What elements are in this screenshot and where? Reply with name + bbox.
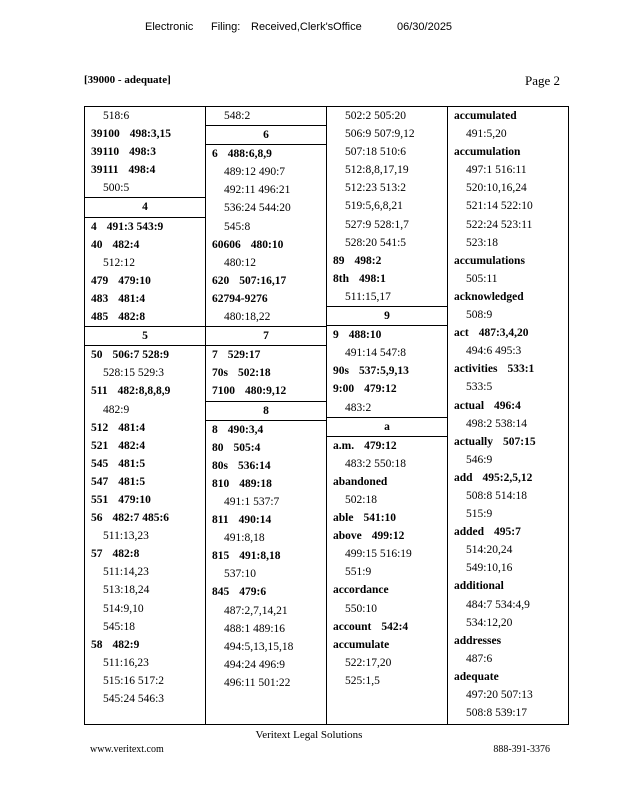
page-line-refs: 549:10,16 <box>466 562 513 575</box>
index-term: actually <box>454 435 493 448</box>
index-entry <box>206 364 326 382</box>
index-entry <box>85 455 205 473</box>
index-term: 80 <box>212 441 224 454</box>
index-term: 521 <box>91 439 109 452</box>
index-entry <box>206 382 326 400</box>
page-line-refs: 491:14 547:8 <box>345 347 407 360</box>
page-line-refs: 542:4 <box>381 620 409 633</box>
page-line-refs: 522:24 523:11 <box>466 218 533 231</box>
section-header: 8 <box>206 401 326 421</box>
index-term: addresses <box>454 634 502 647</box>
index-entry <box>85 419 205 437</box>
index-term: abandoned <box>333 475 388 488</box>
page-line-refs: 489:12 490:7 <box>224 166 286 179</box>
page-line-refs: 489:18 <box>239 477 272 490</box>
filing-stamp <box>0 21 618 37</box>
page-line-refs: 491:8,18 <box>224 532 265 545</box>
index-entry <box>448 288 568 306</box>
index-term: 4 <box>91 220 97 233</box>
page-line-refs: 550:10 <box>345 602 377 615</box>
page-line-refs: 494:24 496:9 <box>224 658 286 671</box>
page-line-refs: 534:12,20 <box>466 616 513 629</box>
index-entry <box>327 380 447 398</box>
page-line-refs: 507:15 <box>502 435 536 448</box>
index-term: actual <box>454 399 485 412</box>
index-term: accumulate <box>333 638 390 651</box>
index-entry <box>448 577 568 595</box>
page-line-refs: 491:1 537:7 <box>224 495 280 508</box>
page-line-refs: 499:15 516:19 <box>345 548 412 561</box>
page-line-refs: 480:9,12 <box>245 385 287 398</box>
page-line-refs: 525:1,5 <box>345 674 380 687</box>
index-term: 9:00 <box>333 383 355 396</box>
page-line-refs: 490:3,4 <box>227 423 264 436</box>
page-line-refs: 488:6,8,9 <box>227 148 272 161</box>
page-line-refs: 508:8 539:17 <box>466 707 528 720</box>
page-line-refs: 482:9 <box>103 403 130 416</box>
index-column <box>85 107 206 724</box>
index-entry <box>206 346 326 364</box>
index-entry <box>206 439 326 457</box>
index-entry <box>85 272 205 290</box>
page-line-refs: 497:20 507:13 <box>466 689 533 701</box>
footer-website: www.veritext.com <box>90 744 164 755</box>
index-entry <box>85 636 205 654</box>
index-term: 485 <box>91 311 109 324</box>
index-term: 90s <box>333 365 349 378</box>
footer-company: Veritext Legal Solutions <box>255 729 363 741</box>
section-header: 6 <box>206 125 326 145</box>
index-term: 811 <box>212 514 229 527</box>
page-line-refs: 546:9 <box>466 453 493 466</box>
page-line-refs: 483:2 550:18 <box>345 457 407 470</box>
page-line-refs: 506:7 528:9 <box>112 349 170 362</box>
page-line-refs: 494:6 495:3 <box>466 345 522 358</box>
page-line-refs: 482:7 485:6 <box>112 512 170 525</box>
index-entry <box>448 668 568 686</box>
page-line-refs: 527:9 528:1,7 <box>345 218 409 231</box>
index-entry <box>448 433 568 451</box>
index-term: added <box>454 526 485 539</box>
index-entry <box>327 509 447 527</box>
page-line-refs: 479:10 <box>118 274 151 287</box>
page-line-refs: 495:2,5,12 <box>482 471 533 484</box>
index-entry <box>206 583 326 601</box>
section-header: 9 <box>327 306 447 326</box>
page-number: Page 2 <box>524 73 560 88</box>
page-line-refs: 488:10 <box>348 329 382 342</box>
section-header: 5 <box>85 326 205 346</box>
page-line-refs: 481:5 <box>118 457 146 470</box>
page-line-refs: 502:2 505:20 <box>345 110 407 122</box>
page-line-refs: 515:9 <box>466 508 493 521</box>
index-entry <box>85 308 205 326</box>
page-line-refs: 481:4 <box>118 292 146 305</box>
page-line-refs: 520:10,16,24 <box>466 182 527 195</box>
index-term: 6 <box>212 148 218 161</box>
index-term: 58 <box>91 638 103 651</box>
index-entry <box>206 475 326 493</box>
index-term: 7100 <box>212 385 235 398</box>
index-term: accumulations <box>454 254 525 267</box>
index-term: 8 <box>212 423 218 436</box>
index-entry <box>448 360 568 378</box>
page-line-refs: 512:23 513:2 <box>345 182 407 195</box>
page-line-refs: 541:10 <box>363 512 397 525</box>
index-entry <box>327 252 447 270</box>
index-entry <box>206 272 326 290</box>
page-line-refs: 479:6 <box>239 586 267 599</box>
index-entry <box>85 491 205 509</box>
section-header: 4 <box>85 197 205 217</box>
index-entry <box>206 290 326 308</box>
index-column <box>206 107 327 724</box>
index-entry <box>85 509 205 527</box>
index-term: 39111 <box>91 164 119 177</box>
index-term: add <box>454 471 473 484</box>
filing-received: Received,Clerk'sOffice <box>251 21 362 33</box>
index-entry <box>448 632 568 650</box>
index-term: 483 <box>91 292 109 305</box>
index-term: 8th <box>333 272 349 285</box>
index-entry <box>85 290 205 308</box>
index-term: accumulation <box>454 146 521 159</box>
page-line-refs: 500:5 <box>103 182 130 195</box>
page-line-refs: 533:5 <box>466 381 493 394</box>
index-term: 551 <box>91 493 109 506</box>
page-line-refs: 480:12 <box>224 256 256 269</box>
filing-label: Electronic <box>145 21 194 33</box>
index-term: account <box>333 620 372 633</box>
index-entry <box>327 270 447 288</box>
index-entry <box>327 326 447 344</box>
index-term: accumulated <box>454 110 517 122</box>
page-line-refs: 505:11 <box>466 272 498 285</box>
index-term: 547 <box>91 475 109 488</box>
page-line-refs: 511:13,23 <box>103 530 149 543</box>
index-term: 62794-9276 <box>212 292 268 305</box>
page-line-refs: 498:2 <box>354 254 382 267</box>
page-line-refs: 499:12 <box>371 530 405 543</box>
page-line-refs: 536:24 544:20 <box>224 202 291 215</box>
page-line-refs: 498:2 538:14 <box>466 417 528 430</box>
page-line-refs: 480:10 <box>250 238 284 251</box>
page-line-refs: 508:9 <box>466 309 493 322</box>
index-entry <box>85 382 205 400</box>
index-entry <box>85 346 205 364</box>
index-entry <box>206 236 326 254</box>
index-term: 39110 <box>91 146 120 159</box>
page-line-refs: 536:14 <box>237 459 271 472</box>
index-entry <box>327 362 447 380</box>
index-entry <box>85 218 205 236</box>
page-line-refs: 528:15 529:3 <box>103 367 165 380</box>
index-entry <box>85 473 205 491</box>
page-line-refs: 506:9 507:9,12 <box>345 128 415 141</box>
index-entry <box>448 107 568 125</box>
index-term: 50 <box>91 349 103 362</box>
index-term: 815 <box>212 550 230 563</box>
index-term: 39100 <box>91 128 120 141</box>
page-line-refs: 545:18 <box>103 620 135 633</box>
page-line-refs: 496:4 <box>494 399 521 412</box>
index-entry <box>448 324 568 342</box>
index-entry <box>85 437 205 455</box>
index-entry <box>206 421 326 439</box>
page-line-refs: 491:3 543:9 <box>106 220 164 233</box>
index-column <box>327 107 448 724</box>
index-term: 70s <box>212 367 228 380</box>
section-header: a <box>327 417 447 437</box>
index-term: above <box>333 530 362 543</box>
page-line-refs: 522:17,20 <box>345 656 392 669</box>
page-line-refs: 492:11 496:21 <box>224 184 291 197</box>
page-line-refs: 479:10 <box>118 493 151 506</box>
page-line-refs: 512:12 <box>103 256 135 269</box>
index-term: 89 <box>333 254 345 267</box>
index-term: able <box>333 512 354 525</box>
page-line-refs: 548:2 <box>224 110 251 122</box>
index-term: 56 <box>91 512 103 525</box>
index-entry <box>206 457 326 475</box>
index-entry <box>85 125 205 143</box>
index-entry <box>448 252 568 270</box>
index-term: 80s <box>212 459 228 472</box>
index-term: a.m. <box>333 439 355 452</box>
page-line-refs: 533:1 <box>507 363 535 376</box>
index-entry <box>206 547 326 565</box>
page-line-refs: 487:3,4,20 <box>478 327 529 340</box>
page-line-refs: 511:16,23 <box>103 656 149 669</box>
index-term: 620 <box>212 274 230 287</box>
page-line-refs: 513:18,24 <box>103 584 150 597</box>
page-line-refs: 507:18 510:6 <box>345 146 407 159</box>
page-line-refs: 487:2,7,14,21 <box>224 604 288 617</box>
page-line-refs: 488:1 489:16 <box>224 622 286 635</box>
page-line-refs: 491:8,18 <box>239 550 281 563</box>
page-line-refs: 528:20 541:5 <box>345 236 407 249</box>
page-line-refs: 482:8 <box>112 548 140 561</box>
index-term: 545 <box>91 457 109 470</box>
index-entry <box>327 527 447 545</box>
filing-word: Filing: <box>211 21 241 33</box>
page-line-refs: 521:14 522:10 <box>466 200 533 213</box>
index-term: activities <box>454 363 498 376</box>
page-line-refs: 491:5,20 <box>466 128 507 141</box>
index-term: acknowledged <box>454 290 524 303</box>
page-line-refs: 514:9,10 <box>103 602 144 615</box>
index-entry <box>327 636 447 654</box>
page-line-refs: 507:16,17 <box>239 274 287 287</box>
page-line-refs: 514:20,24 <box>466 544 513 557</box>
page-line-refs: 483:2 <box>345 401 372 414</box>
index-term: 9 <box>333 329 339 342</box>
page-line-refs: 523:18 <box>466 236 498 249</box>
filing-date: 06/30/2025 <box>397 21 453 33</box>
index-entry <box>448 397 568 415</box>
page-line-refs: 495:7 <box>494 526 521 539</box>
index-term: 57 <box>91 548 103 561</box>
page-line-refs: 498:4 <box>128 164 156 177</box>
page-line-refs: 498:3 <box>129 146 156 159</box>
page-line-refs: 482:4 <box>112 238 140 251</box>
page-line-refs: 518:6 <box>103 110 130 122</box>
page-line-refs: 515:16 517:2 <box>103 674 165 687</box>
page-line-refs: 496:11 501:22 <box>224 676 291 689</box>
index-term: act <box>454 327 469 340</box>
footer-phone: 888-391-3376 <box>493 744 550 755</box>
index-term: 479 <box>91 274 109 287</box>
page-line-refs: 481:4 <box>118 421 146 434</box>
page-line-refs: 480:18,22 <box>224 311 271 324</box>
page-line-refs: 479:12 <box>364 439 397 452</box>
page-line-refs: 537:10 <box>224 568 256 581</box>
index-term: 7 <box>212 349 218 362</box>
page-line-refs: 482:8,8,8,9 <box>117 385 171 398</box>
page-line-refs: 529:17 <box>227 349 261 362</box>
page-line-refs: 505:4 <box>233 441 261 454</box>
page-line-refs: 497:1 516:11 <box>466 164 527 177</box>
index-term: 60606 <box>212 238 241 251</box>
page-line-refs: 519:5,6,8,21 <box>345 200 403 213</box>
index-term: adequate <box>454 670 499 683</box>
page-line-refs: 551:9 <box>345 566 372 579</box>
page-line-refs: 511:14,23 <box>103 566 149 579</box>
index-term: 512 <box>91 421 109 434</box>
index-entry <box>85 545 205 563</box>
word-index-grid <box>84 106 569 725</box>
page-line-refs: 484:7 534:4,9 <box>466 598 530 611</box>
page-line-refs: 537:5,9,13 <box>358 365 409 378</box>
page-line-refs: 482:8 <box>118 311 146 324</box>
index-entry <box>206 145 326 163</box>
index-entry <box>448 143 568 161</box>
page-line-refs: 498:1 <box>358 272 386 285</box>
index-term: 845 <box>212 586 230 599</box>
page-line-refs: 490:14 <box>238 514 272 527</box>
page-line-refs: 494:5,13,15,18 <box>224 640 294 653</box>
index-entry <box>206 511 326 529</box>
page-line-refs: 481:5 <box>118 475 146 488</box>
index-entry <box>85 143 205 161</box>
page-line-refs: 508:8 514:18 <box>466 489 528 502</box>
index-entry <box>327 618 447 636</box>
index-entry <box>85 161 205 179</box>
section-header: 7 <box>206 326 326 346</box>
page-line-refs: 502:18 <box>237 367 271 380</box>
page-line-refs: 482:4 <box>118 439 146 452</box>
page-line-refs: 498:3,15 <box>129 128 171 141</box>
index-term: additional <box>454 580 504 593</box>
page-line-refs: 545:8 <box>224 220 251 233</box>
index-entry <box>327 473 447 491</box>
index-term: accordance <box>333 584 389 597</box>
page-line-refs: 512:8,8,17,19 <box>345 164 409 177</box>
page-line-refs: 545:24 546:3 <box>103 693 165 705</box>
index-term: 511 <box>91 385 108 398</box>
index-entry <box>85 236 205 254</box>
index-term: 40 <box>91 238 103 251</box>
page-line-refs: 487:6 <box>466 652 493 665</box>
page-line-refs: 482:9 <box>112 638 140 651</box>
page-line-refs: 502:18 <box>345 493 377 506</box>
index-entry <box>448 523 568 541</box>
index-entry <box>327 437 447 455</box>
index-entry <box>327 581 447 599</box>
index-term: 810 <box>212 477 230 490</box>
index-range: [39000 - adequate] <box>84 74 171 86</box>
index-column <box>448 107 568 724</box>
page-line-refs: 479:12 <box>364 383 397 396</box>
page-line-refs: 511:15,17 <box>345 290 391 303</box>
index-entry <box>448 469 568 487</box>
